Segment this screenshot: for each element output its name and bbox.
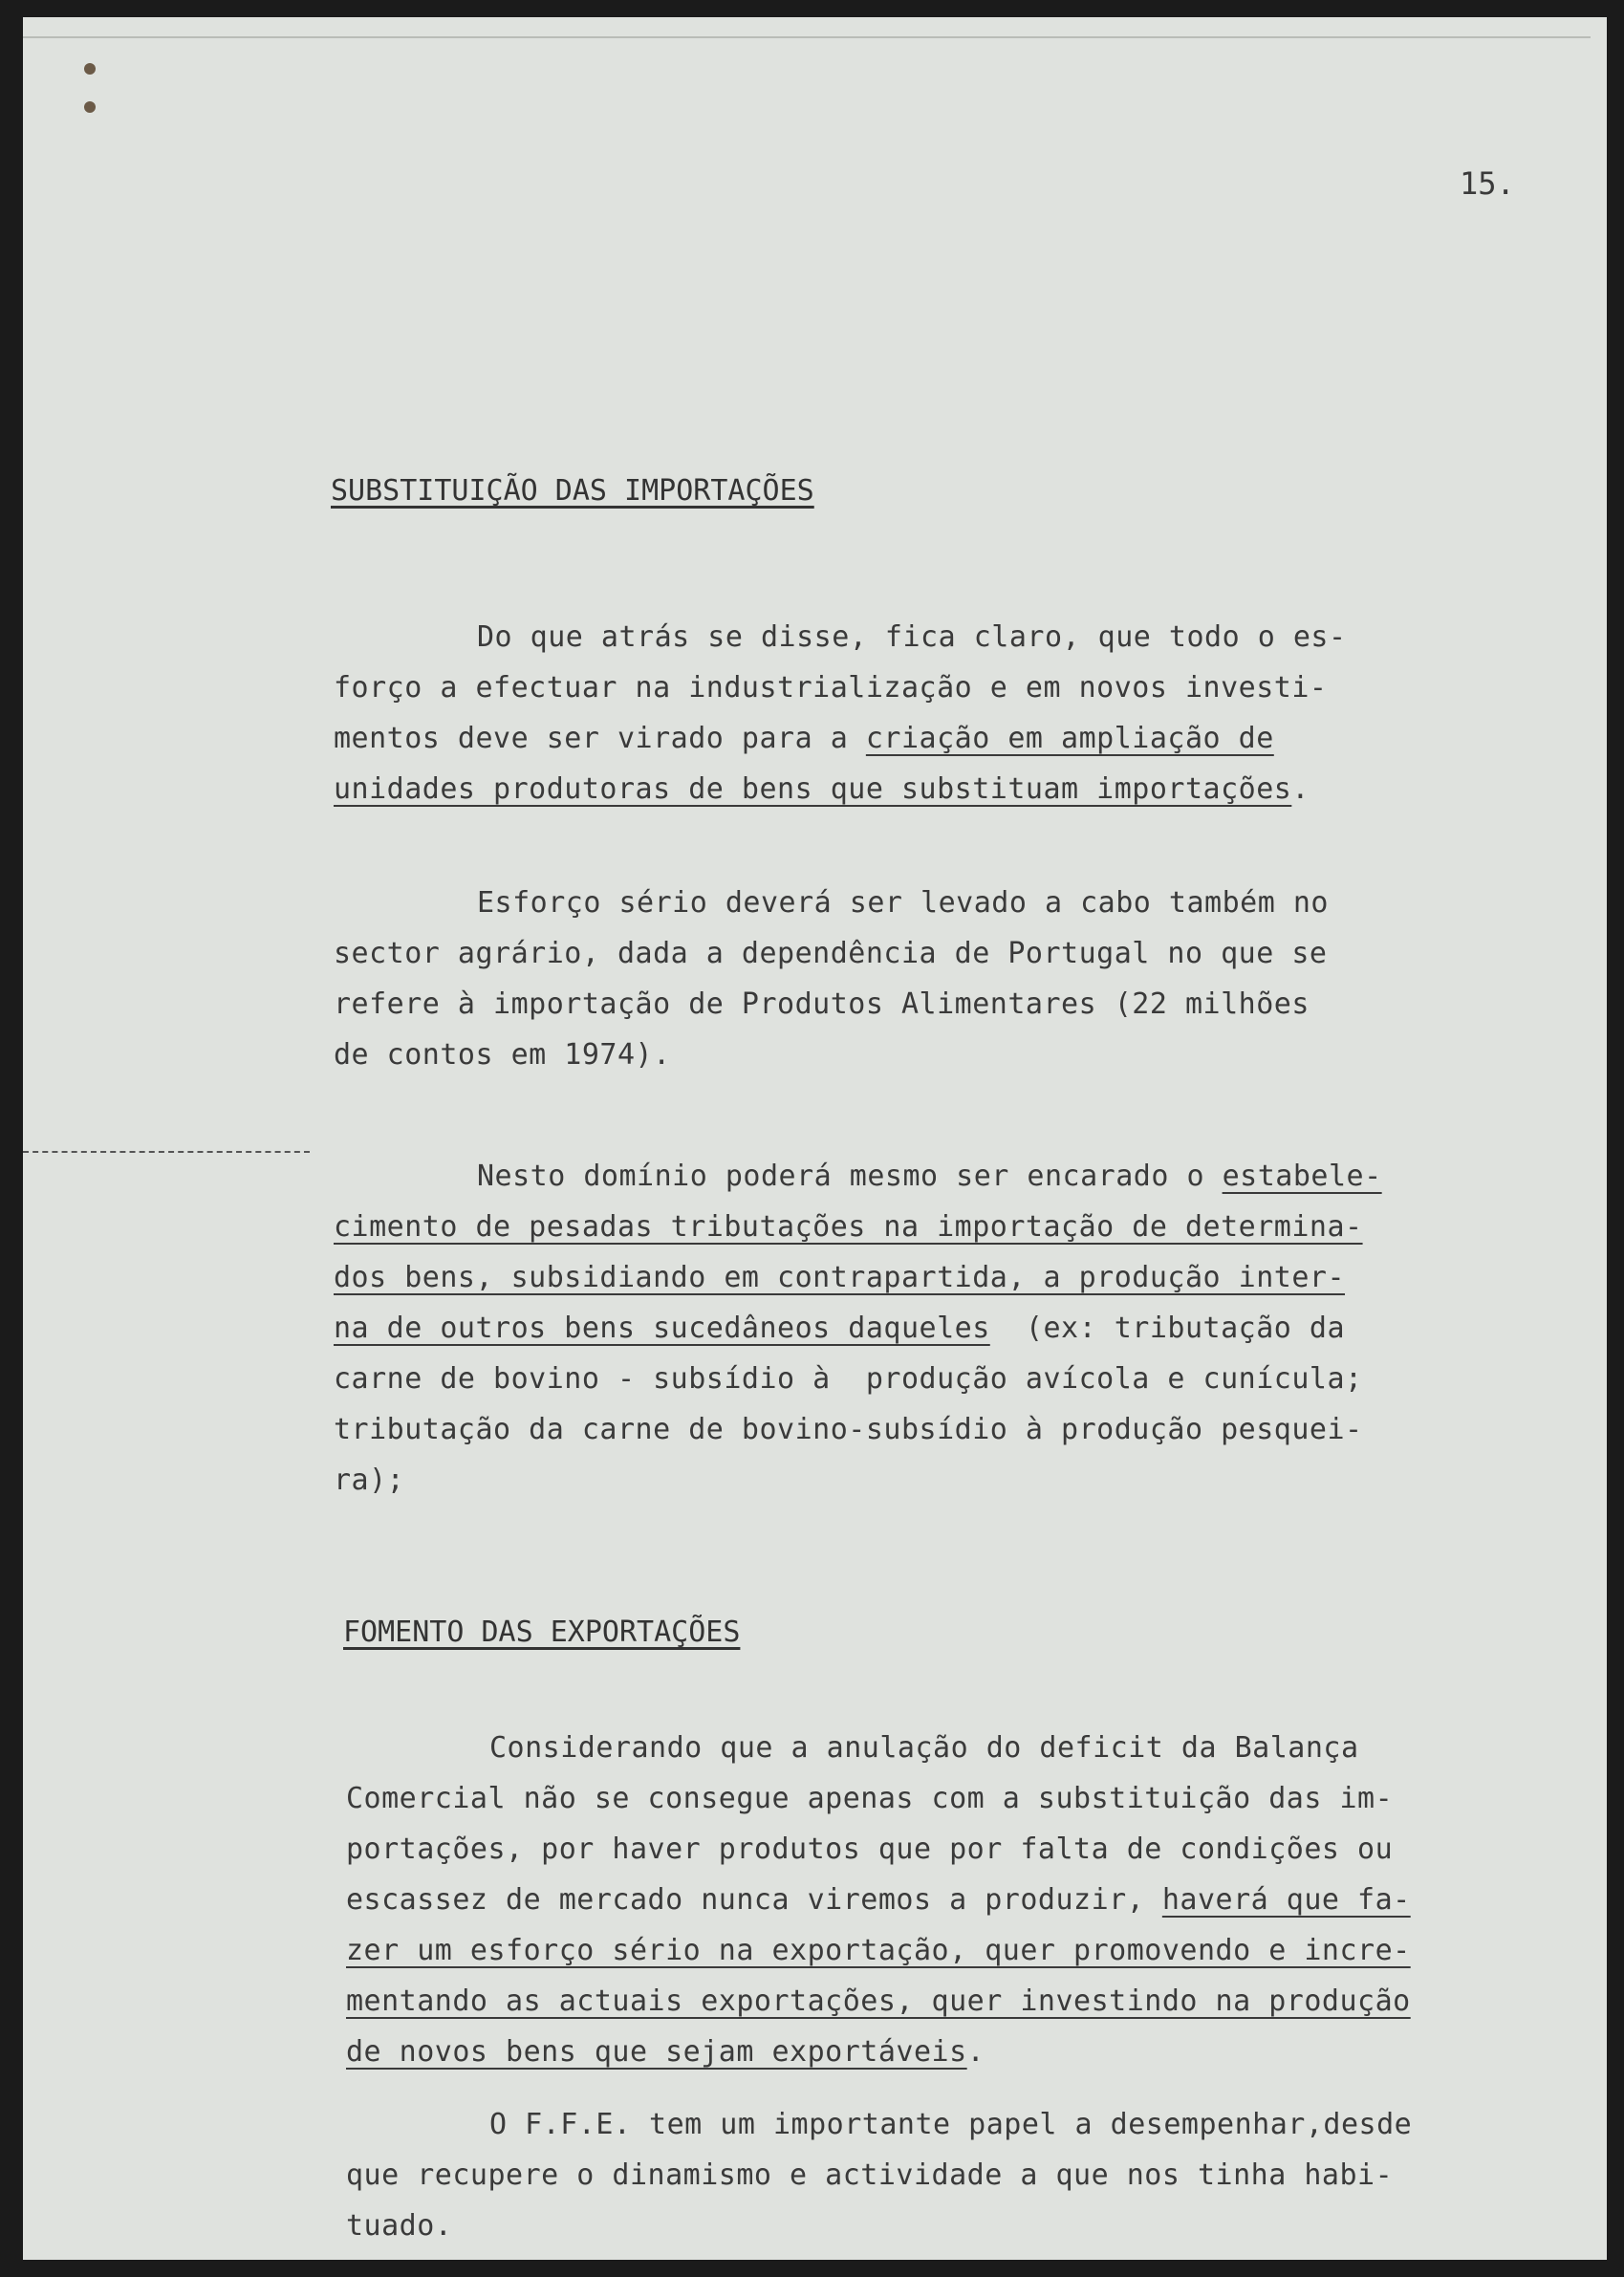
p1-line-3-underlined: criação em ampliação de (865, 722, 1274, 755)
p3-line-6: tributação da carne de bovino-subsídio à produção pesquei- (334, 1413, 1363, 1446)
p3-line-1-underlined: estabele- (1222, 1160, 1382, 1193)
paragraph-2 (334, 878, 1509, 1080)
p1-line-1: Do que atrás se disse, fica claro, que todo o es- (477, 620, 1347, 654)
p1-line-4-end: . (1291, 772, 1310, 806)
p4-line-5-underlined: zer um esforço sério na exportação, quer promovendo e incre- (346, 1934, 1411, 1967)
punch-hole-top (84, 63, 96, 75)
margin-dash-line (23, 1151, 310, 1153)
p2-line-4: de contos em 1974). (334, 1038, 671, 1072)
p4-line-1: Considerando que a anulação do deficit da Balança (489, 1731, 1359, 1765)
paragraph-4 (346, 1723, 1522, 2077)
paragraph-5 (346, 2099, 1522, 2251)
p5-line-3: tuado. (346, 2209, 453, 2243)
p5-line-2: que recupere o dinamismo e actividade a que nos tinha habi- (346, 2158, 1394, 2192)
p3-line-2-underlined: cimento de pesadas tributações na importação de determina- (334, 1210, 1363, 1244)
paragraph-1 (334, 612, 1509, 814)
p3-line-7: ra); (334, 1464, 405, 1497)
p4-line-4-underlined: haverá que fa- (1161, 1883, 1411, 1917)
p4-line-7-end: . (966, 2035, 985, 2069)
p4-line-2: Comercial não se consegue apenas com a substituição das im- (346, 1782, 1394, 1815)
p4-line-3: portações, por haver produtos que por falta de condições ou (346, 1832, 1394, 1866)
p5-line-1: O F.F.E. tem um importante papel a desempenhar,desde (489, 2108, 1413, 2141)
p3-line-3-underlined: dos bens, subsidiando em contrapartida, a produção inter- (334, 1261, 1346, 1294)
heading-substituicao: SUBSTITUIÇÃO DAS IMPORTAÇÕES (331, 474, 814, 508)
p3-line-4-underlined: na de outros bens sucedâneos daqueles (334, 1312, 990, 1345)
p3-line-5: carne de bovino - subsídio à produção avícola e cunícula; (334, 1362, 1363, 1396)
p2-line-1: Esforço sério deverá ser levado a cabo também no (477, 886, 1329, 920)
page-number: 15. (1460, 165, 1515, 202)
p1-line-2: forço a efectuar na industrialização e em novos investi- (334, 671, 1328, 705)
heading-fomento: FOMENTO DAS EXPORTAÇÕES (343, 1616, 741, 1649)
p3-line-4-end: (ex: tributação da (989, 1312, 1346, 1345)
p4-line-7-underlined: de novos bens que sejam exportáveis (346, 2035, 967, 2069)
p1-line-3: mentos deve ser virado para a (334, 722, 866, 755)
p2-line-2: sector agrário, dada a dependência de Portugal no que se (334, 937, 1328, 970)
p4-line-6-underlined: mentando as actuais exportações, quer investindo na produção (346, 1984, 1411, 2018)
p3-line-1: Nesto domínio poderá mesmo ser encarado o (477, 1160, 1223, 1193)
p1-line-4-underlined: unidades produtoras de bens que substituam importações (334, 772, 1292, 806)
p2-line-3: refere à importação de Produtos Alimentares (22 milhões (334, 987, 1310, 1021)
paragraph-3 (334, 1151, 1509, 1506)
top-smudge (23, 36, 1591, 38)
punch-hole-bottom (84, 101, 96, 113)
p4-line-4: escassez de mercado nunca viremos a produzir, (346, 1883, 1162, 1917)
document-page (23, 17, 1607, 2260)
